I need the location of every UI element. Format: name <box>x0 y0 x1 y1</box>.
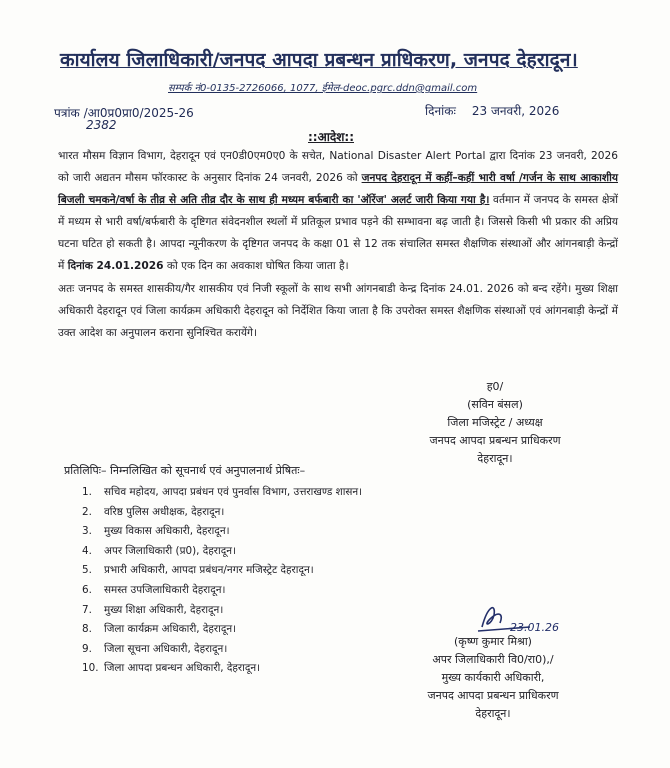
date-line <box>425 102 559 119</box>
dm-designation-2: जनपद आपदा प्रबन्धन प्राधिकरण <box>429 434 561 447</box>
dm-designation-1: जिला मजिस्ट्रेट / अध्यक्ष <box>447 416 543 429</box>
dm-place: देहरादून। <box>477 452 513 465</box>
contact-line: सम्पर्क नं0-0135-2726066, 1077, ईमेल-deoc.pgrc.ddn@gmail.com <box>168 83 478 94</box>
list-item: 7. मुख्य शिक्षा अधिकारी, देहरादून। <box>82 603 224 616</box>
adm-signature-block <box>408 633 578 723</box>
list-item: 10. जिला आपदा प्रबन्धन अधिकारी, देहरादून। <box>82 662 261 675</box>
list-item: 2. वरिष्ठ पुलिस अधीक्षक, देहरादून। <box>82 505 225 518</box>
para1-text-c: को एक दिन का अवकाश घोषित किया जाता है। <box>163 260 349 272</box>
adm-designation-3: जनपद आपदा प्रबन्धन प्राधिकरण <box>427 689 559 702</box>
para1-text-a: भारत मौसम विज्ञान विभाग, देहरादून एवं एन0डी0एम0ए0 के सचेत, National Disaster Alert Portal द्वारा दिनांक 23 जनवरी, 2026 को जारी अद्यतन मौसम फॉरकास्ट के अनुसार दिनांक 24 जनवरी, 2026 को <box>58 150 618 184</box>
para1-holiday-date: दिनांक 24.01.2026 <box>67 260 164 272</box>
order-paragraph-2: अतः जनपद के समस्त शासकीय/गैर शासकीय एवं निजी स्कूलों के साथ सभी आंगनबाडी केन्द्र दिनांक 24.01. 2026 को बन्द रहेंगे। मुख्य शिक्षा अधिकारी देहरादून एवं जिला कार्यक्रम अधिकारी देहरादून को निर्देशित किया जाता है कि उपरोक्त समस्त शैक्षणिक संस्थाओं एवं आंगनबाड़ी केन्द्रों में उक्त आदेश का अनुपालन कराना सुनिश्चित करायेंगे। <box>58 283 618 339</box>
handwritten-letter-number: 2382 <box>86 118 117 132</box>
list-item: 5. प्रभारी अधिकारी, आपदा प्रबंधन/नगर मजिस्ट्रेट देहरादून। <box>82 564 314 577</box>
dm-name: (सविन बंसल) <box>467 398 523 411</box>
list-item: 3. मुख्य विकास अधिकारी, देहरादून। <box>82 525 230 538</box>
list-item: 9. जिला सूचना अधिकारी, देहरादून। <box>82 642 228 655</box>
date-label: दिनांकः <box>425 104 456 118</box>
copy-to-heading: प्रतिलिपिः– निम्नलिखित को सूचनार्थ एवं अनुपालनार्थ प्रेषितः– <box>64 464 306 477</box>
adm-name: (कृष्ण कुमार मिश्रा) <box>454 635 532 648</box>
office-header-title: कार्यालय जिलाधिकारी/जनपद आपदा प्रबन्धन प्राधिकरण, जनपद देहरादून। <box>60 49 578 71</box>
para1-text-b: वर्तमान में जनपद के समस्त क्षेत्रों में मध्यम से भारी वर्षा/बर्फबारी के दृष्टिगत संवेदनशील स्थलों में प्रतिकूल प्रभाव पड़ने की सम्भावना बढ़ जाती है। जिससे किसी भी प्रकार की अप्रिय घटना घटित हो सकती है। आपदा न्यूनीकरण के दृष्टिगत जनपद के कक्षा 01 से 12 तक संचालित समस्त शैक्षणिक संस्थाओं और आंगनबाड़ी केन्द्रों में <box>58 194 619 272</box>
list-item: 8. जिला कार्यक्रम अधिकारी, देहरादून। <box>82 623 237 636</box>
list-item: 4. अपर जिलाधिकारी (प्र0), देहरादून। <box>82 544 236 557</box>
letter-number: पत्रांक /आ0प्र0प्रा0/2025-26 <box>54 106 194 120</box>
adm-designation-2: मुख्य कार्यकारी अधिकारी, <box>441 671 545 684</box>
para1-alert-highlight: जनपद देहरादून में कहीं–कहीं भारी वर्षा /गर्जन के साथ आकाशीय बिजली चमकने/वर्षा के तीव्र से अति तीव्र दौर के साथ ही मध्यम बर्फबारी का 'ऑरेंज' अलर्ट जारी किया गया है। <box>58 172 618 206</box>
signature-date: 23.01.26 <box>510 621 559 634</box>
adm-designation-1: अपर जिलाधिकारी वि0/रा0),/ <box>432 653 554 666</box>
signature-mark: ह0/ <box>486 380 504 393</box>
order-paragraph-1 <box>58 145 618 277</box>
adm-place: देहरादून। <box>475 707 511 720</box>
list-item: 1. सचिव महोदय, आपदा प्रबंधन एवं पुनर्वास विभाग, उत्तराखण्ड शासन। <box>82 486 363 498</box>
dm-signature-block <box>405 378 585 468</box>
date-value: 23 जनवरी, 2026 <box>471 104 560 118</box>
list-item: 6. समस्त उपजिलाधिकारी देहरादून। <box>82 583 226 596</box>
order-title: ::आदेश:: <box>308 130 354 144</box>
copy-to-list <box>82 483 362 679</box>
